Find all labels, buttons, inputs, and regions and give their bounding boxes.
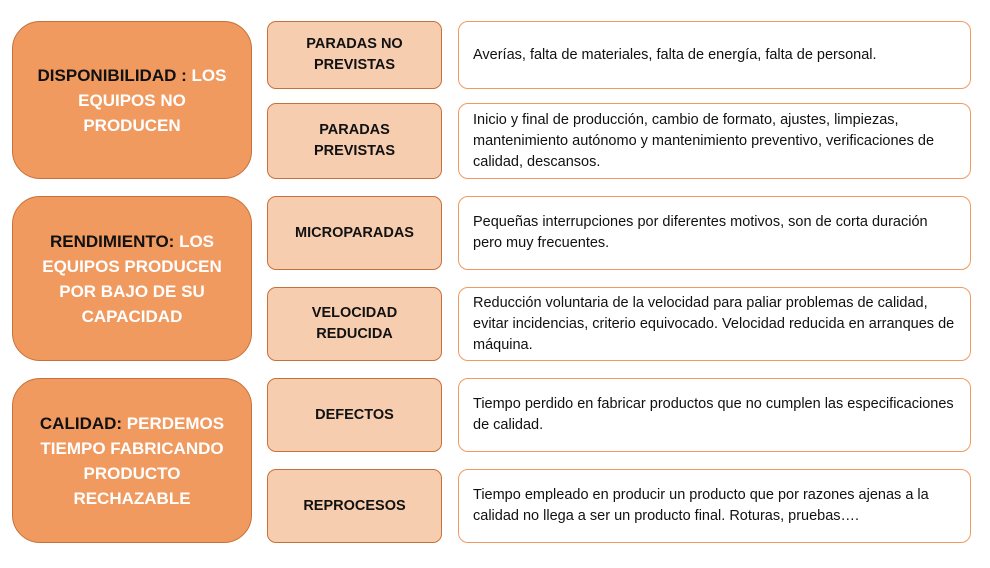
category-calidad xyxy=(12,378,252,543)
category-calidad-text xyxy=(31,411,233,511)
desc-paradas-previstas-text: Inicio y final de producción, cambio de formato, ajustes, limpiezas, mantenimiento autónomo y mantenimiento preventivo, verificaciones de calidad, descansos. xyxy=(473,111,935,170)
loss-paradas-no-previstas-label: PARADAS NO PREVISTAS xyxy=(306,36,403,73)
loss-defectos-label: DEFECTOS xyxy=(315,406,394,423)
desc-paradas-no-previstas xyxy=(458,21,971,89)
desc-defectos-text: Tiempo perdido en fabricar productos que no cumplen las especificaciones de calidad. xyxy=(473,396,954,433)
category-disponibilidad xyxy=(12,21,252,179)
loss-velocidad-reducida-label: VELOCIDAD REDUCIDA xyxy=(311,305,398,342)
category-rendimiento-text xyxy=(31,229,233,329)
desc-microparadas xyxy=(458,196,971,270)
loss-paradas-no-previstas xyxy=(267,21,442,89)
category-calidad-lead: CALIDAD: xyxy=(39,413,123,433)
loss-microparadas xyxy=(267,196,442,270)
category-disponibilidad-text xyxy=(31,63,233,138)
loss-velocidad-reducida xyxy=(267,287,442,361)
desc-microparadas-text: Pequeñas interrupciones por diferentes motivos, son de corta duración pero muy frecuentes. xyxy=(473,214,928,251)
desc-paradas-previstas xyxy=(458,103,971,179)
category-calidad-rest: PERDEMOS TIEMPO FABRICANDO PRODUCTO RECHAZABLE xyxy=(40,413,225,508)
loss-reprocesos-label: REPROCESOS xyxy=(303,497,406,514)
loss-microparadas-label: MICROPARADAS xyxy=(295,224,414,241)
category-rendimiento-rest: LOS EQUIPOS PRODUCEN POR BAJO DE SU CAPACIDAD xyxy=(42,231,222,326)
loss-reprocesos xyxy=(267,469,442,543)
loss-defectos xyxy=(267,378,442,452)
category-rendimiento xyxy=(12,196,252,361)
desc-paradas-no-previstas-text: Averías, falta de materiales, falta de energía, falta de personal. xyxy=(473,46,877,63)
category-rendimiento-lead: RENDIMIENTO: xyxy=(49,231,175,251)
desc-reprocesos xyxy=(458,469,971,543)
category-disponibilidad-rest: LOS EQUIPOS NO PRODUCEN xyxy=(78,65,227,135)
desc-defectos xyxy=(458,378,971,452)
category-disponibilidad-lead: DISPONIBILIDAD : xyxy=(37,65,187,85)
desc-reprocesos-text: Tiempo empleado en producir un producto que por razones ajenas a la calidad no llega a ser un producto final. Roturas, pruebas…. xyxy=(473,487,929,524)
loss-paradas-previstas xyxy=(267,103,442,179)
desc-velocidad-reducida xyxy=(458,287,971,361)
loss-paradas-previstas-label: PARADAS PREVISTAS xyxy=(313,122,396,159)
desc-velocidad-reducida-text: Reducción voluntaria de la velocidad para paliar problemas de calidad, evitar incidencias, criterio equivocado. Velocidad reducida en arranques de máquina. xyxy=(473,294,955,353)
